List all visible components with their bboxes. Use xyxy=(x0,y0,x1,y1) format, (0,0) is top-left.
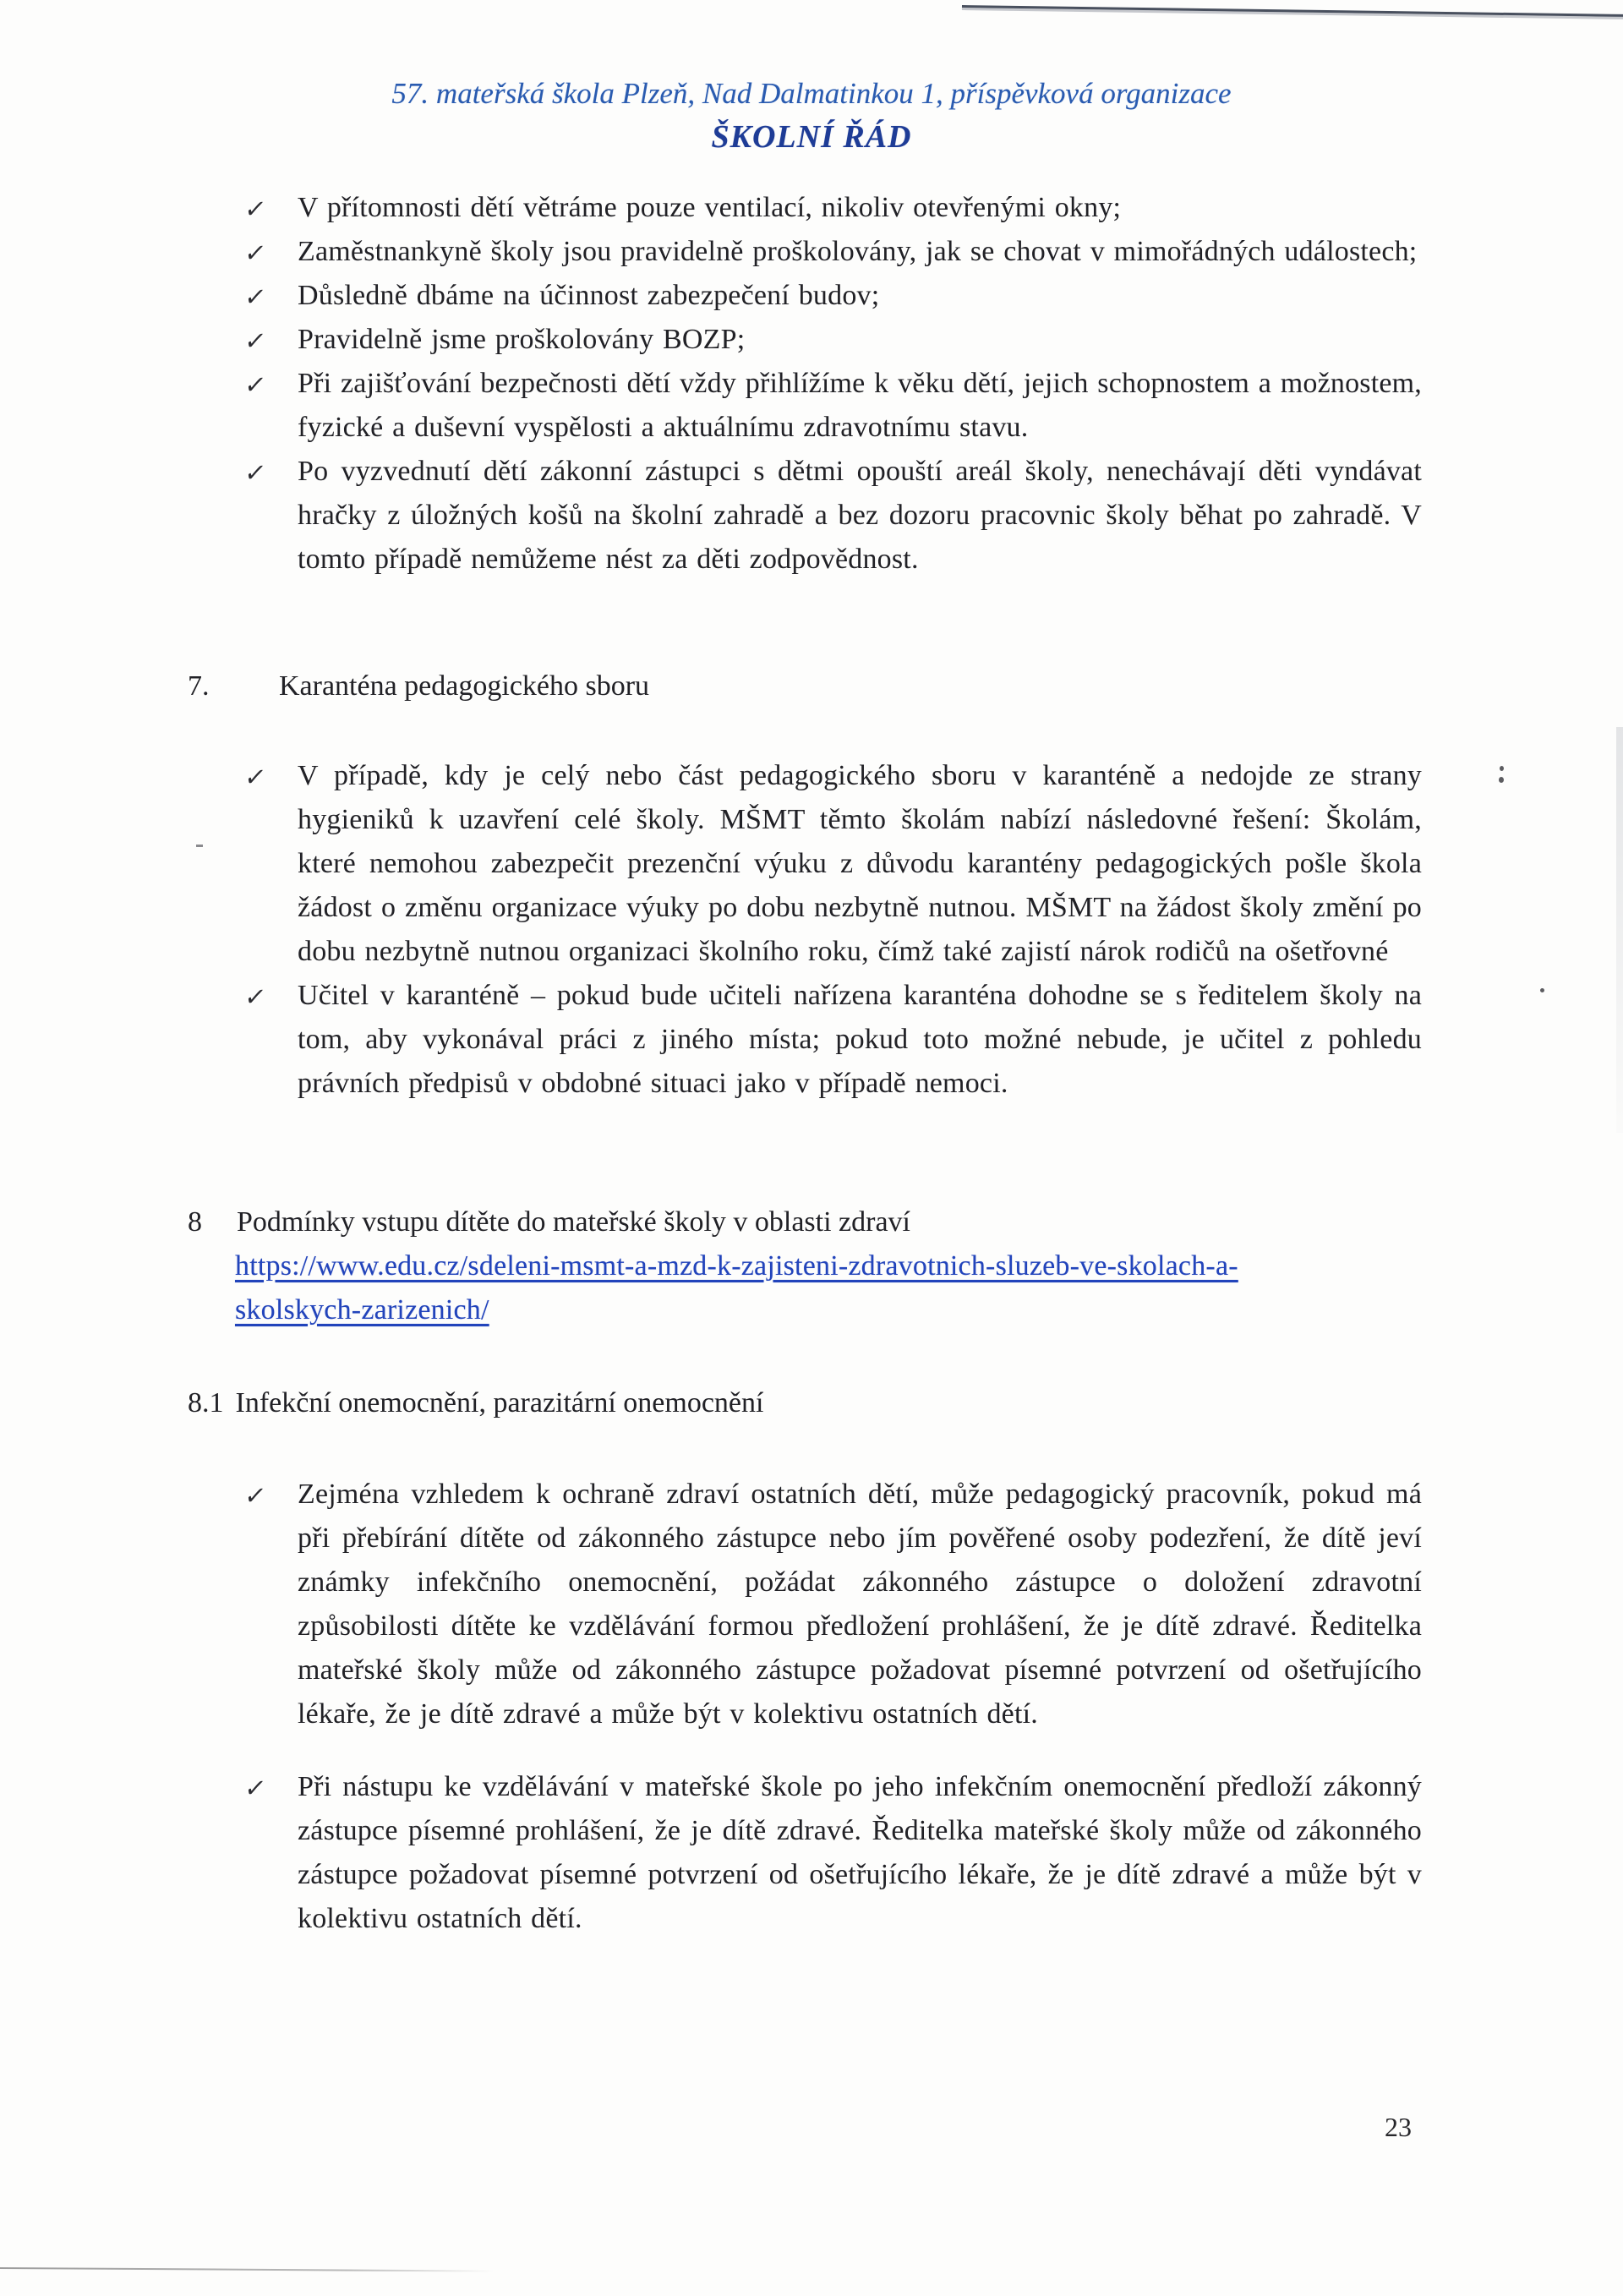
checklist-item-text: Při nástupu ke vzdělávání v mateřské škole po jeho infekčním onemocnění předloží zákonný zástupce písemné prohlášení, že je dítě zdravé. Ředitelka mateřské školy může od zákonného zástupce požadovat písemné potvrzení od ošetřujícího lékaře, že je dítě zdravé a může být v kolektivu ostatních dětí. xyxy=(298,1771,1422,1934)
scan-artifact-speck xyxy=(196,845,203,847)
section-8-heading xyxy=(188,1200,1456,1244)
checkmark-icon: ✓ xyxy=(243,1481,269,1510)
scan-artifact-speck xyxy=(1500,766,1504,771)
health-link-wrap xyxy=(235,1244,1456,1332)
checklist-item xyxy=(245,318,1422,362)
link-line-2: skolskych-zarizenich/ xyxy=(235,1294,489,1326)
letterhead xyxy=(0,74,1623,157)
checkmark-icon: ✓ xyxy=(243,282,269,311)
section-number: 7. xyxy=(188,670,210,702)
checklist-item-text: Pravidelně jsme proškolovány BOZP; xyxy=(298,324,746,355)
checklist-item-text: V případě, kdy je celý nebo část pedagogického sboru v karanténě a nedojde ze strany hygieniků k uzavření celé školy. MŠMT těmto školám nabízí následovné řešení: Školám, které nemohou zabezpečit prezenční výuku z důvodu karantény pedagogických pošle škola žádost o změnu organizace výuky po dobu nezbytně nutnou. MŠMT na žádost školy změní po dobu nezbytně nutnou organizaci školního roku, čímž také zajistí nárok rodičů na ošetřovné xyxy=(298,760,1422,967)
section-number: 8.1 xyxy=(188,1387,224,1419)
checklist-item xyxy=(245,1473,1422,1736)
checkmark-icon: ✓ xyxy=(243,763,269,791)
intro-checklist xyxy=(245,186,1422,582)
page-number: 23 xyxy=(1385,2112,1412,2142)
checkmark-icon: ✓ xyxy=(243,326,269,355)
checklist-item xyxy=(245,186,1422,230)
checklist-item-text: Důsledně dbáme na účinnost zabezpečení budov; xyxy=(298,280,880,311)
scan-artifact-top-line xyxy=(962,5,1623,17)
checklist-item-text: Při zajišťování bezpečnosti dětí vždy přihlížíme k věku dětí, jejich schopnostem a možnostem, fyzické a duševní vyspělosti a aktuálnímu zdravotnímu stavu. xyxy=(298,368,1422,443)
checkmark-icon: ✓ xyxy=(243,238,269,267)
checklist-item-text: Učitel v karanténě – pokud bude učiteli nařízena karanténa dohodne se s ředitelem školy na tom, aby vykonával práci z jiného místa; pokud toto možné nebude, je učitel z pohledu právních předpisů v obdobné situaci jako v případě nemoci. xyxy=(298,980,1422,1099)
link-line-1: https://www.edu.cz/sdeleni-msmt-a-mzd-k-zajisteni-zdravotnich-sluzeb-ve-skolach-a- xyxy=(235,1250,1238,1282)
checklist-item xyxy=(245,362,1422,450)
checkmark-icon: ✓ xyxy=(243,1774,269,1802)
document-title: ŠKOLNÍ ŘÁD xyxy=(711,119,912,155)
checklist-item xyxy=(245,450,1422,582)
section-8-block xyxy=(188,1200,1456,1332)
checkmark-icon: ✓ xyxy=(243,458,269,487)
checklist-item xyxy=(245,754,1422,974)
checkmark-icon: ✓ xyxy=(243,194,269,223)
section-number: 8 xyxy=(188,1206,202,1238)
checkmark-icon: ✓ xyxy=(243,982,269,1011)
scan-artifact-speck xyxy=(1540,988,1544,992)
checklist-item-text: Zaměstnankyně školy jsou pravidelně proškolovány, jak se chovat v mimořádných událostech; xyxy=(298,236,1418,267)
section-title: Karanténa pedagogického sboru xyxy=(279,670,650,702)
section-8-1-heading xyxy=(188,1381,763,1425)
scan-artifact-bottom-line xyxy=(0,2267,495,2272)
section-7-heading xyxy=(188,664,649,708)
school-name-header: 57. mateřská škola Plzeň, Nad Dalmatinkou 1, příspěvková organizace xyxy=(391,77,1232,110)
section-8-1-checklist xyxy=(245,1473,1422,1941)
health-conditions-link[interactable] xyxy=(235,1244,1456,1332)
checklist-item-text: Po vyzvednutí dětí zákonní zástupci s dětmi opouští areál školy, nenechávají děti vyndávat hračky z úložných košů na školní zahradě a bez dozoru pracovnic školy běhat po zahradě. V tomto případě nemůžeme nést za děti zodpovědnost. xyxy=(298,456,1422,575)
checklist-item-text: Zejména vzhledem k ochraně zdraví ostatních dětí, může pedagogický pracovník, pokud má při přebírání dítěte od zákonného zástupce nebo jím pověřené osoby podezření, že dítě jeví známky infekčního onemocnění, požádat zákonného zástupce o doložení zdravotní způsobilosti dítěte ke vzdělávání formou předložení prohlášení, že je dítě zdravé. Ředitelka mateřské školy může od zákonného zástupce požadovat písemné potvrzení od ošetřujícího lékaře, že je dítě zdravé a může být v kolektivu ostatních dětí. xyxy=(298,1479,1422,1730)
checkmark-icon: ✓ xyxy=(243,370,269,399)
checklist-item xyxy=(245,974,1422,1106)
section-7-checklist xyxy=(245,754,1422,1106)
checklist-item-text: V přítomnosti dětí větráme pouze ventilací, nikoliv otevřenými okny; xyxy=(298,192,1122,223)
scan-artifact-speck xyxy=(1499,777,1504,783)
checklist-item xyxy=(245,1765,1422,1941)
scan-artifact-edge-band xyxy=(1616,727,1623,1133)
section-title: Podmínky vstupu dítěte do mateřské školy v oblasti zdraví xyxy=(237,1206,911,1238)
section-title: Infekční onemocnění, parazitární onemocnění xyxy=(235,1387,764,1419)
checklist-item xyxy=(245,230,1422,274)
checklist-item xyxy=(245,274,1422,318)
